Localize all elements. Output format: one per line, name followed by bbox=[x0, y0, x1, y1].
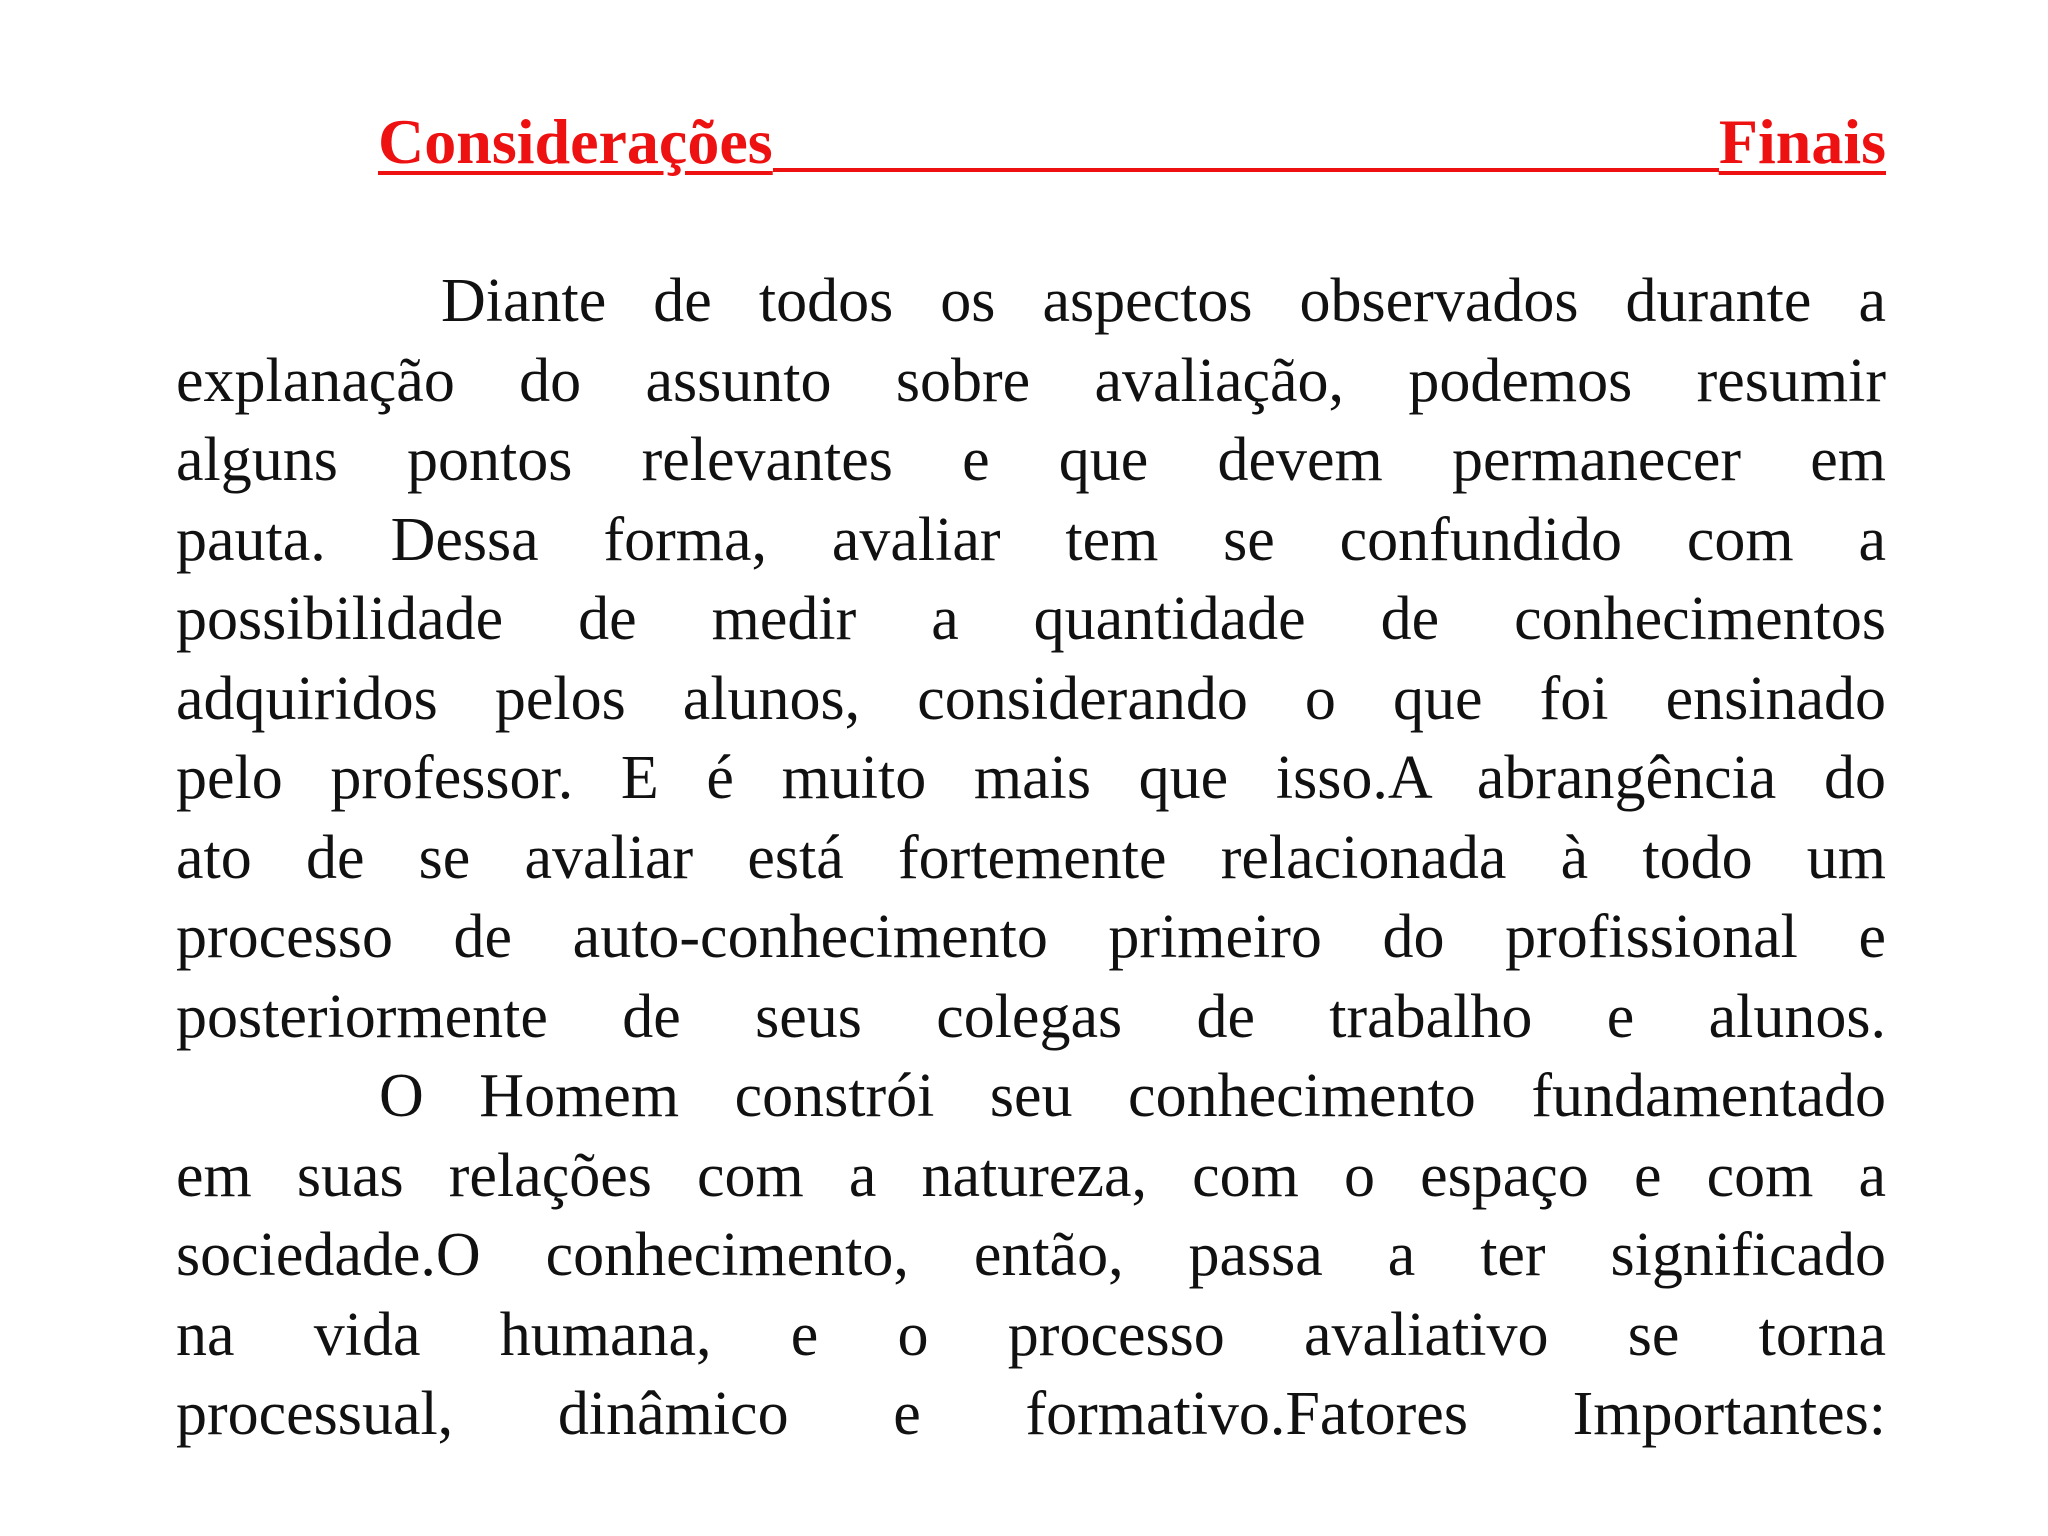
paragraph-2 bbox=[176, 1057, 1886, 1455]
body-text bbox=[176, 262, 1886, 1455]
text-line: ato de se avaliar está fortemente relacionada à todo um bbox=[176, 823, 1886, 892]
text-line: pelo professor. E é muito mais que isso.A abrangência do bbox=[176, 744, 1886, 812]
text-line: Diante de todos os aspectos observados durante a bbox=[441, 267, 1886, 335]
text-line: posteriormente de seus colegas de trabalho e alunos. bbox=[176, 982, 1886, 1051]
text-line: possibilidade de medir a quantidade de conhecimentos bbox=[176, 585, 1886, 653]
text-line: explanação do assunto sobre avaliação, podemos resumir bbox=[176, 346, 1886, 415]
text-line: processual, dinâmico e formativo.Fatores Importantes: bbox=[176, 1380, 1886, 1448]
text-line: na vida humana, e o processo avaliativo se torna bbox=[176, 1300, 1886, 1369]
text-line: sociedade.O conhecimento, então, passa a ter significado bbox=[176, 1221, 1886, 1289]
text-line: pauta. Dessa forma, avaliar tem se confundido com a bbox=[176, 505, 1886, 574]
page-title bbox=[378, 102, 1886, 182]
text-line: processo de auto-conhecimento primeiro do profissional e bbox=[176, 903, 1886, 971]
title-right-word: Finais bbox=[1718, 106, 1886, 177]
paragraph-1 bbox=[176, 262, 1886, 1057]
text-line: em suas relações com a natureza, com o espaço e com a bbox=[176, 1141, 1886, 1210]
title-left-word: Considerações bbox=[378, 106, 773, 177]
text-line: alguns pontos relevantes e que devem permanecer em bbox=[176, 426, 1886, 494]
text-line: O Homem constrói seu conhecimento fundamentado bbox=[379, 1062, 1886, 1130]
title-underline-gap bbox=[773, 102, 1719, 182]
text-line: adquiridos pelos alunos, considerando o que foi ensinado bbox=[176, 664, 1886, 733]
